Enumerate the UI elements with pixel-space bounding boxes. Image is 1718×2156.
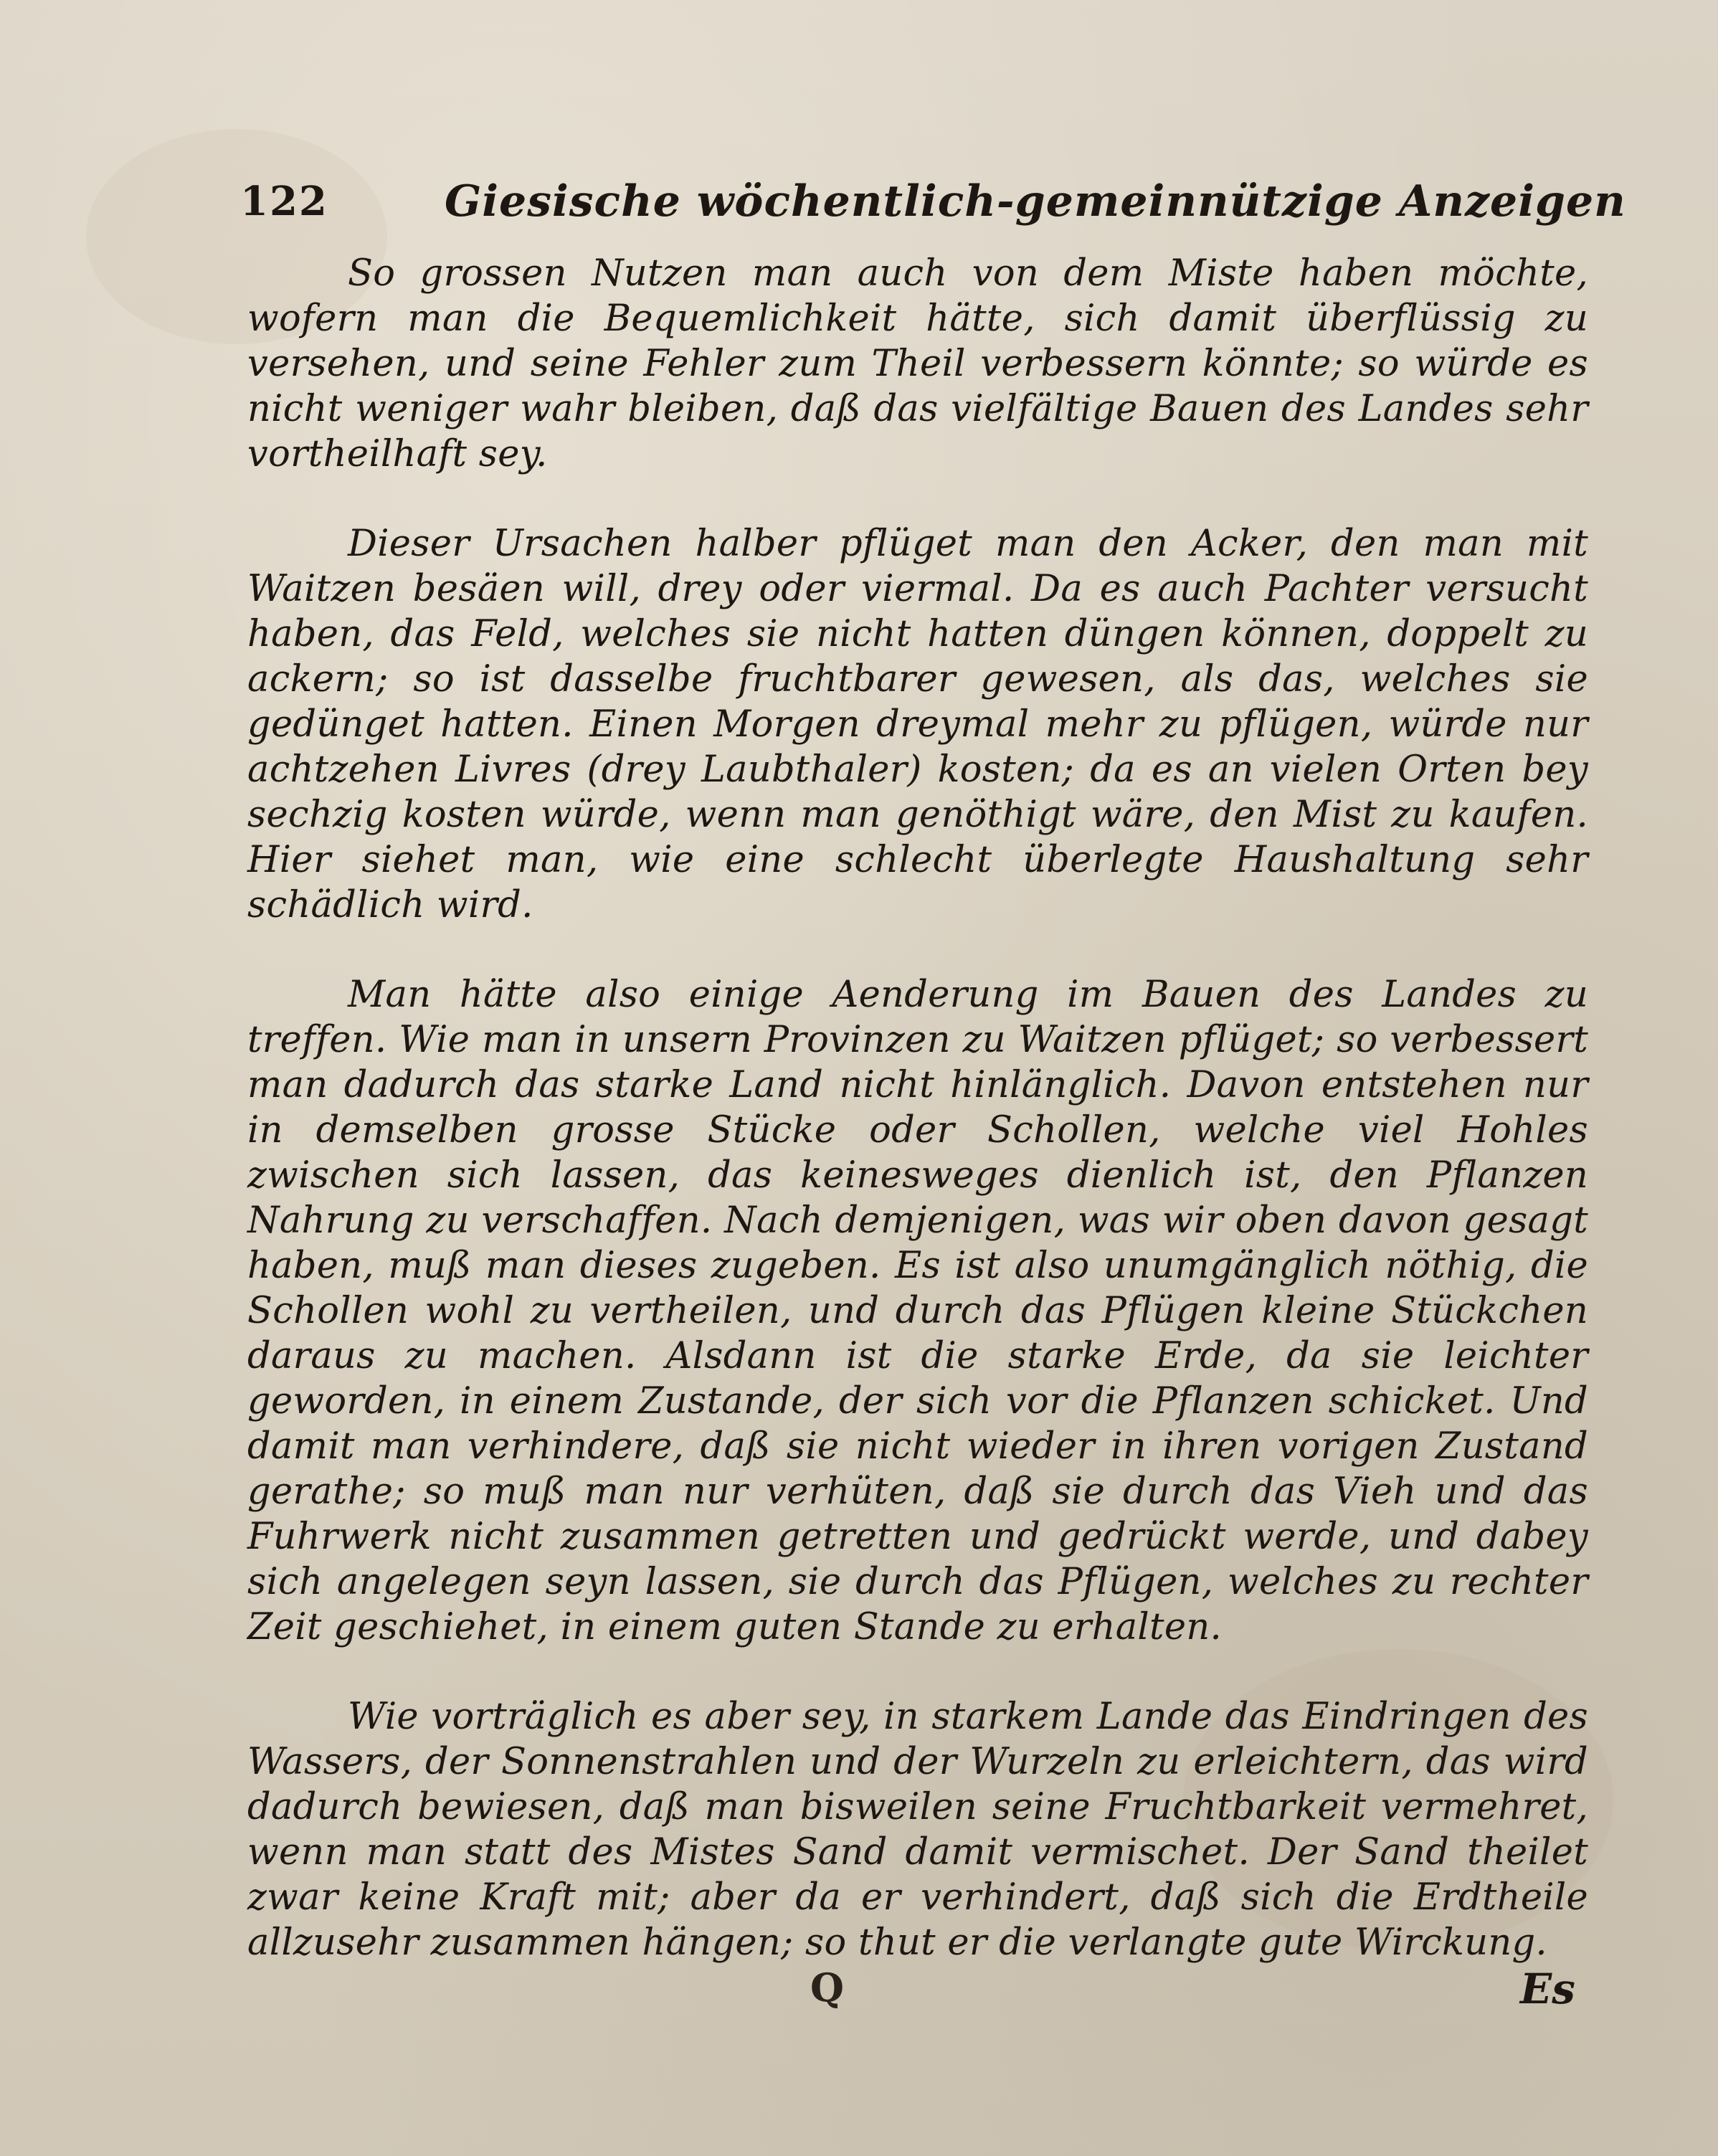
- catchword: Es: [1520, 1965, 1575, 2013]
- signature-mark: Q: [810, 1965, 845, 2010]
- page-header: [240, 171, 1626, 235]
- running-title: Giesische wöchentlich-gemeinnützige Anzeigen: [445, 176, 1626, 227]
- body-text: [247, 251, 1588, 2010]
- paragraph: Dieser Ursachen halber pflüget man den Acker, den man mit Waitzen besäen will, drey oder viermal. Da es auch Pachter versucht haben, das Feld, welches sie nicht hatten düngen können, doppelt zu ackern; so ist dasselbe fruchtbarer gewesen, als das, welches sie gedünget hatten. Einen Morgen dreymal mehr zu pflügen, würde nur achtzehen Livres (drey Laubthaler) kosten; da es an vielen Orten bey sechzig kosten würde, wenn man genöthigt wäre, den Mist zu kaufen. Hier siehet man, wie eine schlecht überlegte Haushaltung sehr schädlich wird.: [247, 523, 1588, 926]
- paragraph: So grossen Nutzen man auch von dem Miste haben möchte, wofern man die Bequemlichkeit hätte, sich damit überflüssig zu versehen, und seine Fehler zum Theil verbessern könnte; so würde es nicht weniger wahr bleiben, daß das vielfältige Bauen des Landes sehr vortheilhaft sey.: [247, 252, 1588, 475]
- paragraph: Wie vorträglich es aber sey, in starkem Lande das Eindringen des Wassers, der Sonnenstrahlen und der Wurzeln zu erleichtern, das wird dadurch bewiesen, daß man bisweilen seine Fruchtbarkeit vermehret, wenn man statt des Mistes Sand damit vermischet. Der Sand theilet zwar keine Kraft mit; aber da er verhindert, daß sich die Erdtheile allzusehr zusammen hängen; so thut er die verlangte gute Wirckung.: [247, 1696, 1588, 1964]
- page-footer: [0, 1965, 1718, 2029]
- paragraph: Man hätte also einige Aenderung im Bauen des Landes zu treffen. Wie man in unsern Provinzen zu Waitzen pflüget; so verbessert man dadurch das starke Land nicht hinlänglich. Davon entstehen nur in demselben grosse Stücke oder Schollen, welche viel Hohles zwischen sich lassen, das keinesweges dienlich ist, den Pflanzen Nahrung zu verschaffen. Nach demjenigen, was wir oben davon gesagt haben, muß man dieses zugeben. Es ist also unumgänglich nöthig, die Schollen wohl zu vertheilen, und durch das Pflügen kleine Stückchen daraus zu machen. Alsdann ist die starke Erde, da sie leichter geworden, in einem Zustande, der sich vor die Pflanzen schicket. Und damit man verhindere, daß sie nicht wieder in ihren vorigen Zustand gerathe; so muß man nur verhüten, daß sie durch das Vieh und das Fuhrwerk nicht zusammen getretten und gedrückt werde, und dabey sich angelegen seyn lassen, sie durch das Pflügen, welches zu rechter Zeit geschiehet, in einem guten Stande zu erhalten.: [247, 974, 1588, 1648]
- page-number: 122: [240, 178, 328, 225]
